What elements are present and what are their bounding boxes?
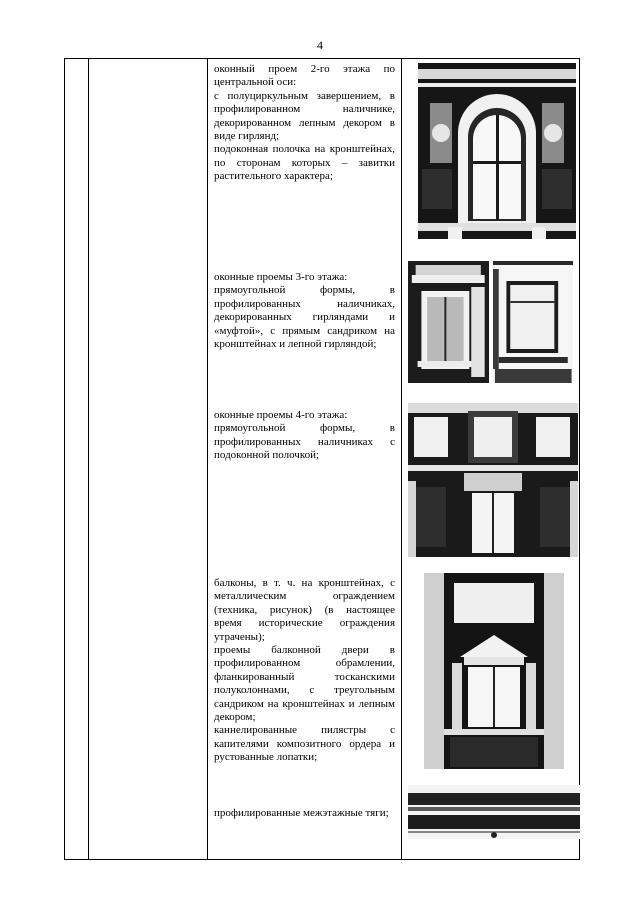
description-block (214, 807, 395, 820)
description-line: проемы балконной двери в профилированном обрамлении, фланкированный тосканскими полуколоннами, с треугольным сандриком на кронштейнах и лепным декором; (214, 644, 395, 724)
description-line: профилированные межэтажные тяги; (214, 807, 389, 819)
number-column-cell (65, 59, 89, 860)
description-block (214, 577, 395, 807)
description-line: оконные проемы 4-го этажа: (214, 409, 348, 421)
window-with-pediment-photo (408, 261, 489, 383)
description-block (214, 409, 395, 577)
photo-column (402, 59, 580, 860)
facade-elements-table (64, 58, 580, 860)
facade-4th-floor-photo (408, 403, 578, 557)
description-line: прямоугольной формы, в профилированных наличниках с подоконной полочкой; (214, 422, 395, 462)
description-line: балконы, в т. ч. на кронштейнах, с металлическим ограждением (техника, рисунок) (в настоящее время исторические ограждения утрачены); (214, 577, 395, 643)
balcony-door-photo (424, 573, 564, 769)
description-line: оконные проемы 3-го этажа: (214, 271, 348, 283)
cornice-photo (408, 785, 580, 839)
element-column-cell (89, 59, 208, 860)
description-line: подоконная полочка на кронштейнах, по сторонам которых – завитки растительного характера; (214, 143, 395, 183)
description-line: с полуциркульным завершением, в профилированном наличнике, декорированном лепным декором в виде гирлянд; (214, 89, 395, 143)
page-number: 4 (317, 38, 323, 52)
arched-window-photo (418, 63, 576, 239)
description-line: каннелированные пилястры с капителями композитного ордера и рустованные лопатки; (214, 724, 395, 764)
table-row (65, 59, 580, 860)
description-block (214, 63, 395, 249)
description-column (208, 59, 402, 860)
description-line: прямоугольной формы, в профилированных наличниках, декорированных гирляндами и «муфтой», с прямым сандриком на кронштейнах и лепной гирляндой; (214, 284, 395, 351)
rectangular-window-photo (493, 261, 574, 383)
description-block (214, 271, 395, 389)
description-line: оконный проем 2-го этажа по центральной оси: (214, 63, 395, 89)
